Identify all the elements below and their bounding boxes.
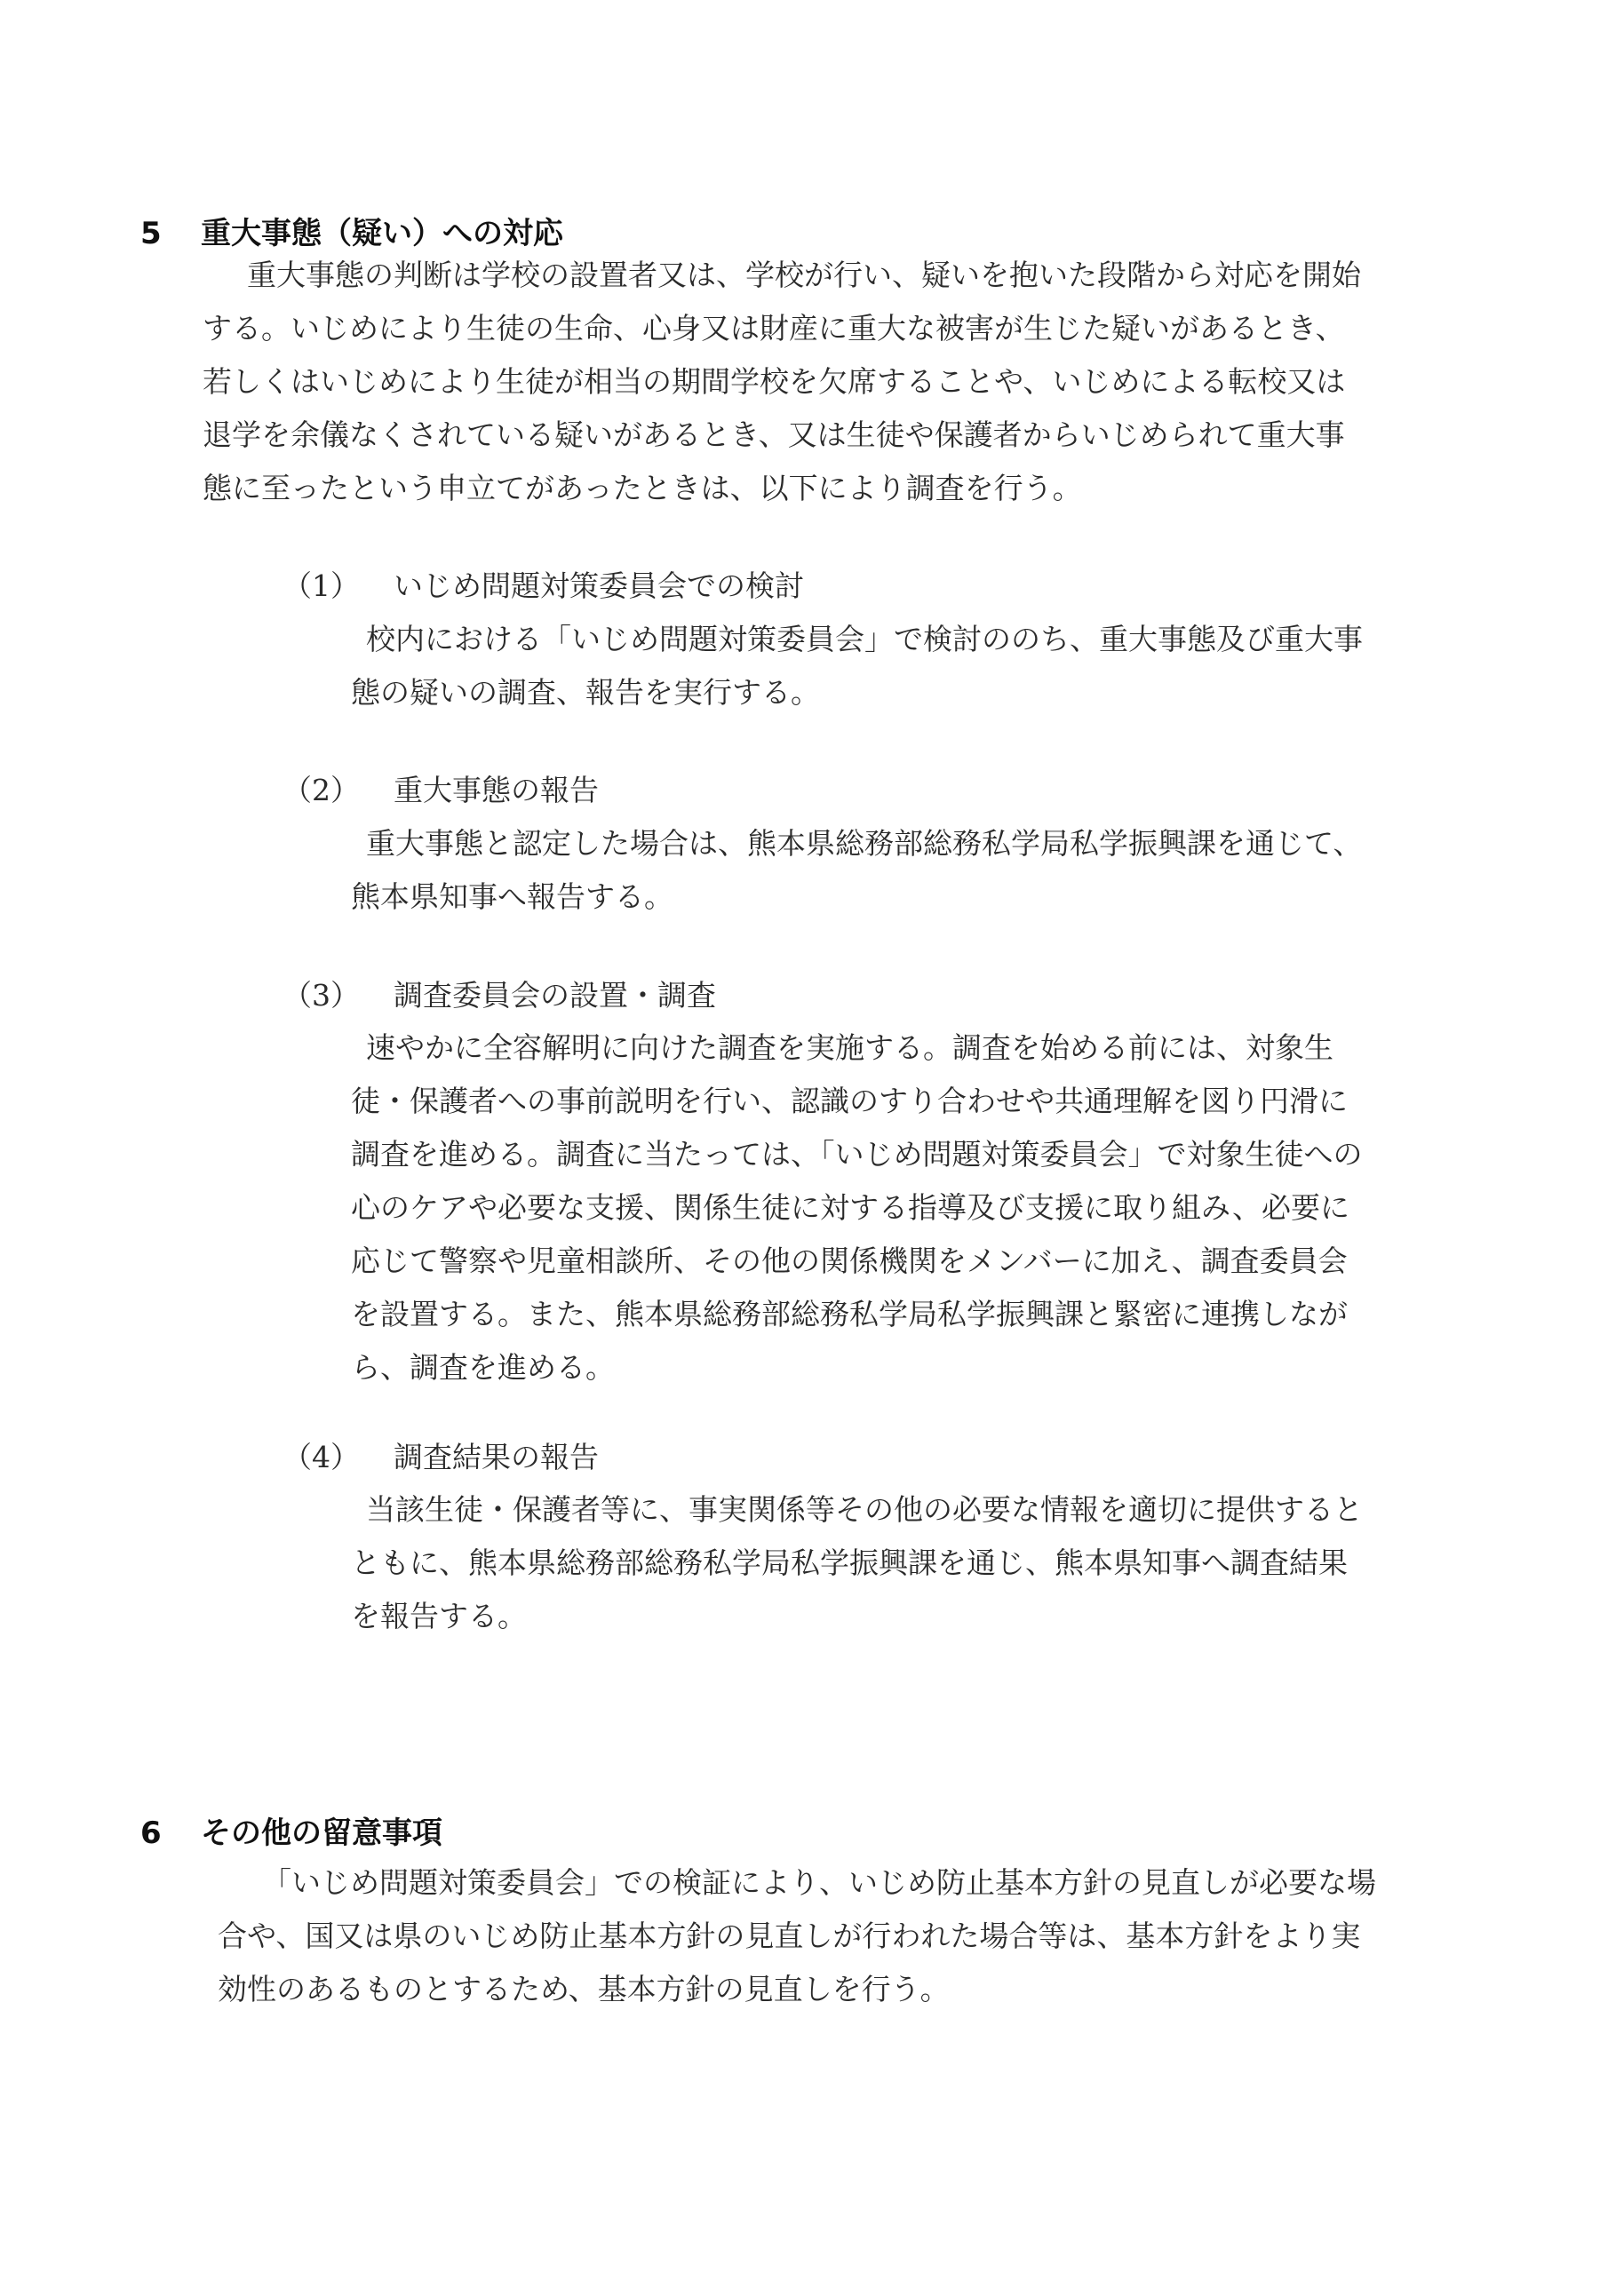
section-6-body-line: 合や、国又は県のいじめ防止基本方針の見直しが行われた場合等は、基本方針をより実 (218, 1919, 1361, 1953)
item-3-body-line: 心のケアや必要な支援、関係生徒に対する指導及び支援に取り組み、必要に (351, 1190, 1349, 1225)
item-4-title: 調査結果の報告 (394, 1440, 599, 1474)
item-2-body (351, 817, 1362, 924)
item-1-body-line: 態の疑いの調査、報告を実行する。 (351, 675, 820, 710)
item-2-body-line: 熊本県知事へ報告する。 (351, 879, 673, 914)
item-4-body (351, 1483, 1363, 1643)
item-1-number: （1） (283, 568, 360, 603)
section-6-title: その他の留意事項 (201, 1815, 442, 1851)
section-6-heading (140, 1815, 442, 1851)
section-5-title: 重大事態（疑い）への対応 (201, 216, 563, 251)
item-3-heading (283, 978, 716, 1013)
item-2-body-line: 重大事態と認定した場合は、熊本県総務部総務私学局私学振興課を通じて、 (366, 826, 1363, 861)
item-2-number: （2） (283, 773, 360, 807)
item-2-title: 重大事態の報告 (394, 773, 599, 807)
item-3-body-line: 速やかに全容解明に向けた調査を実施する。調査を始める前には、対象生 (366, 1030, 1333, 1065)
section-6-number: 6 (140, 1815, 162, 1851)
section-6-body (218, 1856, 1376, 2016)
item-1-heading (283, 568, 804, 604)
section-5-body-line: 若しくはいじめにより生徒が相当の期間学校を欠席することや、いじめによる転校又は (203, 364, 1346, 399)
section-6-body-line: 効性のあるものとするため、基本方針の見直しを行う。 (218, 1972, 950, 2006)
item-3-body-line: を設置する。また、熊本県総務部総務私学局私学振興課と緊密に連携しなが (351, 1297, 1348, 1331)
section-5-body-line: 重大事態の判断は学校の設置者又は、学校が行い、疑いを抱いた段階から対応を開始 (247, 258, 1361, 292)
item-3-body-line: 徒・保護者への事前説明を行い、認識のすり合わせや共通理解を図り円滑に (351, 1084, 1348, 1118)
item-2-heading (283, 773, 599, 808)
item-1-title: いじめ問題対策委員会での検討 (394, 568, 804, 603)
section-5-body-line: 退学を余儀なくされている疑いがあるとき、又は生徒や保護者からいじめられて重大事 (203, 417, 1345, 452)
item-4-body-line: ともに、熊本県総務部総務私学局私学振興課を通じ、熊本県知事へ調査結果 (351, 1545, 1348, 1580)
item-3-body-line: 応じて警察や児童相談所、その他の関係機関をメンバーに加え、調査委員会 (351, 1243, 1348, 1278)
section-5-body-line: する。いじめにより生徒の生命、心身又は財産に重大な被害が生じた疑いがあるとき、 (203, 311, 1345, 346)
section-5-heading (140, 216, 563, 251)
item-4-heading (283, 1440, 599, 1475)
item-3-number: （3） (283, 978, 360, 1013)
item-3-title: 調査委員会の設置・調査 (394, 978, 716, 1013)
section-5-body (203, 249, 1361, 515)
section-5-body-line: 態に至ったという申立てがあったときは、以下により調査を行う。 (203, 471, 1082, 505)
item-4-number: （4） (283, 1440, 360, 1474)
item-1-body (351, 613, 1363, 719)
item-3-body (351, 1021, 1363, 1394)
item-4-body-line: 当該生徒・保護者等に、事実関係等その他の必要な情報を適切に提供すると (366, 1492, 1363, 1527)
item-1-body-line: 校内における「いじめ問題対策委員会」で検討ののち、重大事態及び重大事 (366, 622, 1363, 656)
item-3-body-line: ら、調査を進める。 (351, 1350, 615, 1385)
section-6-body-line: 「いじめ問題対策委員会」での検証により、いじめ防止基本方針の見直しが必要な場 (262, 1865, 1376, 1900)
item-3-body-line: 調査を進める。調査に当たっては、「いじめ問題対策委員会」で対象生徒への (351, 1137, 1363, 1172)
section-5-number: 5 (140, 216, 162, 251)
item-4-body-line: を報告する。 (351, 1599, 527, 1633)
